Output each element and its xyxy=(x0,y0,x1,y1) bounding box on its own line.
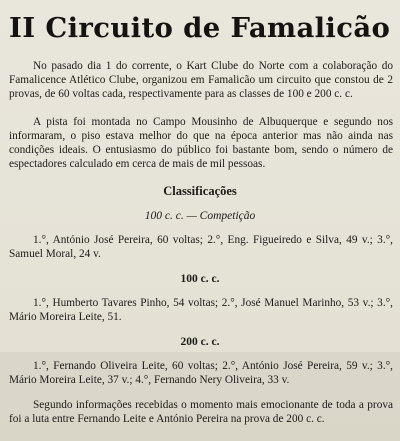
section-heading-100cc: 100 c. c. xyxy=(180,273,220,285)
classifications-heading: Classificações xyxy=(163,184,237,198)
results-100cc-competicao: 1.°, António José Pereira, 60 voltas; 2.°, Eng. Figueiredo e Silva, 49 v.; 3.°, Samuel Moral, 24 v. xyxy=(9,234,393,260)
article-title: II Circuito de Famalicão xyxy=(9,12,391,44)
section-heading-200cc: 200 c. c. xyxy=(180,336,220,348)
results-200cc: 1.°, Fernando Oliveira Leite, 60 voltas; 2.°, António José Pereira, 59 v.; 3.°, Mário Moreira Leite, 37 v.; 4.°, Fernando Nery Oliveira, 33 v. xyxy=(9,360,393,386)
section-heading-100cc-competicao: 100 c. c. — Competição xyxy=(144,210,256,222)
intro-paragraph-1: No pasado dia 1 do corrente, o Kart Clube do Norte com a colaboração do Famalicence Atlético Clube, organizou em Famalicão um circuito que constou de 2 provas, de 60 voltas cada, respectivamente para as classes de 100 e 200 c. c. xyxy=(9,60,393,100)
intro-paragraph-2: A pista foi montada no Campo Mousinho de Albuquerque e segundo nos informaram, o piso estava melhor do que na época anterior mas não ainda nas condições ideais. O entusiasmo do público foi bastante bom, sendo o número de espectadores calculado em cerca de mais de mil pessoas. xyxy=(9,116,393,170)
closing-paragraph: Segundo informações recebidas o momento mais emocionante de toda a prova foi a luta entre Fernando Leite e António Pereira na prova de 200 c. c. xyxy=(9,399,393,425)
results-100cc: 1.°, Humberto Tavares Pinho, 54 voltas; 2.°, José Manuel Marinho, 53 v.; 3.°, Mário Moreira Leite, 51. xyxy=(9,297,393,323)
